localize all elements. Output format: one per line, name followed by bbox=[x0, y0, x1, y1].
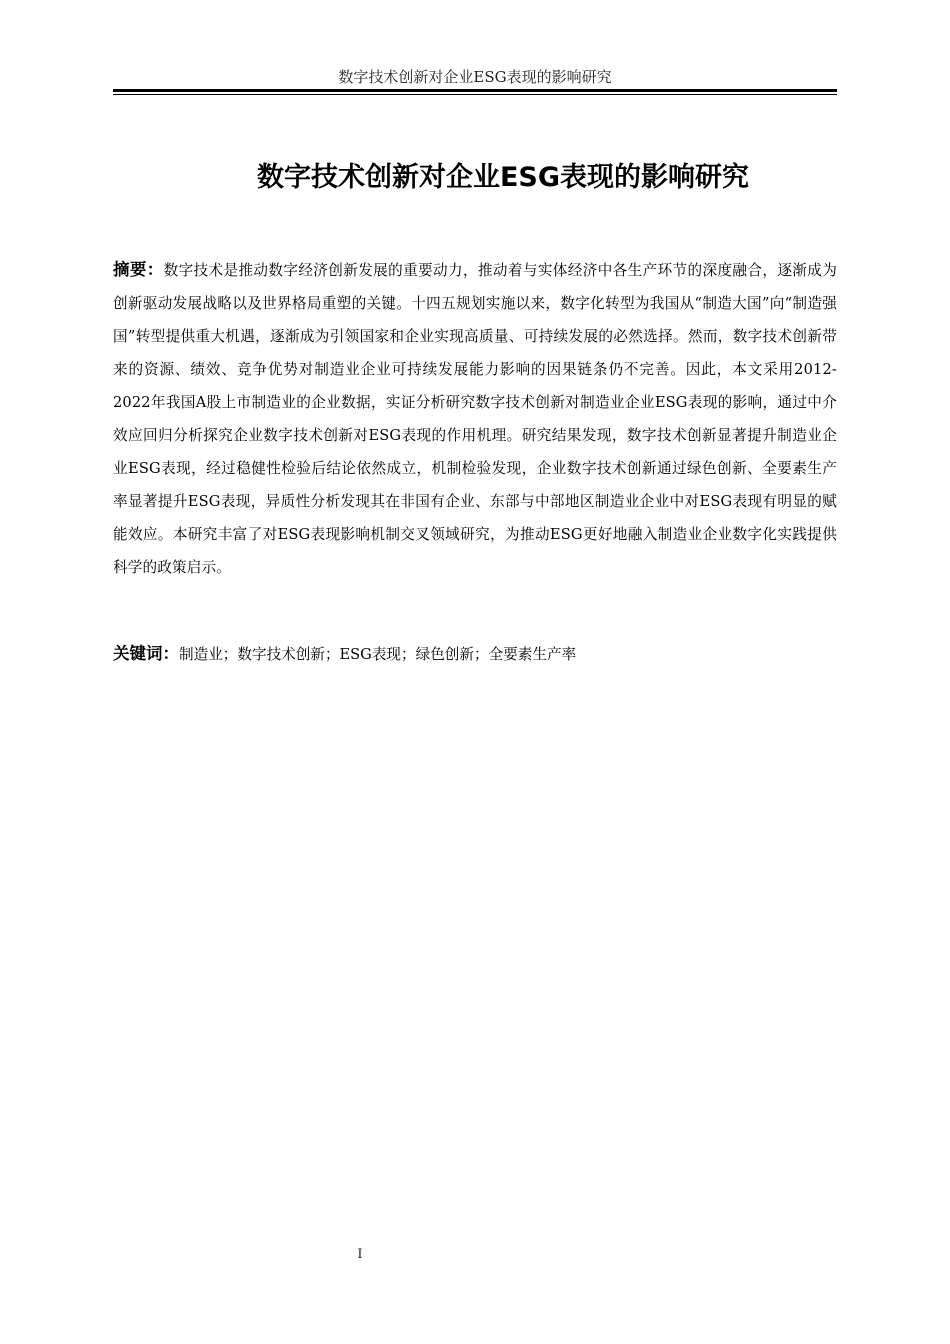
abstract-label: 摘要： bbox=[113, 260, 164, 279]
keywords-label: 关键词： bbox=[113, 644, 179, 663]
page-number: I bbox=[357, 1247, 363, 1262]
abstract-text: 数字技术是推动数字经济创新发展的重要动力，推动着与实体经济中各生产环节的深度融合，逐渐成为创新驱动发展战略以及世界格局重塑的关键。十四五规划实施以来，数字化转型为我国从“制造大国”向“制造强国”转型提供重大机遇，逐渐成为引领国家和企业实现高质量、可持续发展的必然选择。然而，数字技术创新带来的资源、绩效、竞争优势对制造业企业可持续发展能力影响的因果链条仍不完善。因此，本文采用2012-2022年我国A股上市制造业的企业数据，实证分析研究数字技术创新对制造业企业ESG表现的影响，通过中介效应回归分析探究企业数字技术创新对ESG表现的作用机理。研究结果发现，数字技术创新显著提升制造业企业ESG表现，经过稳健性检验后结论依然成立，机制检验发现，企业数字技术创新通过绿色创新、全要素生产率显著提升ESG表现，异质性分析发现其在非国有企业、东部与中部地区制造业企业中对ESG表现有明显的赋能效应。本研究丰富了对ESG表现影响机制交叉领域研究，为推动ESG更好地融入制造业企业数字化实践提供科学的政策启示。 bbox=[113, 262, 837, 576]
header-rule-thin bbox=[113, 94, 837, 95]
keywords bbox=[113, 639, 837, 670]
abstract bbox=[113, 253, 837, 584]
header-rule bbox=[113, 89, 837, 92]
keywords-text: 制造业；数字技术创新；ESG表现；绿色创新；全要素生产率 bbox=[179, 646, 577, 663]
running-header: 数字技术创新对企业ESG表现的影响研究 bbox=[338, 68, 612, 86]
paper-title: 数字技术创新对企业ESG表现的影响研究 bbox=[256, 162, 750, 193]
